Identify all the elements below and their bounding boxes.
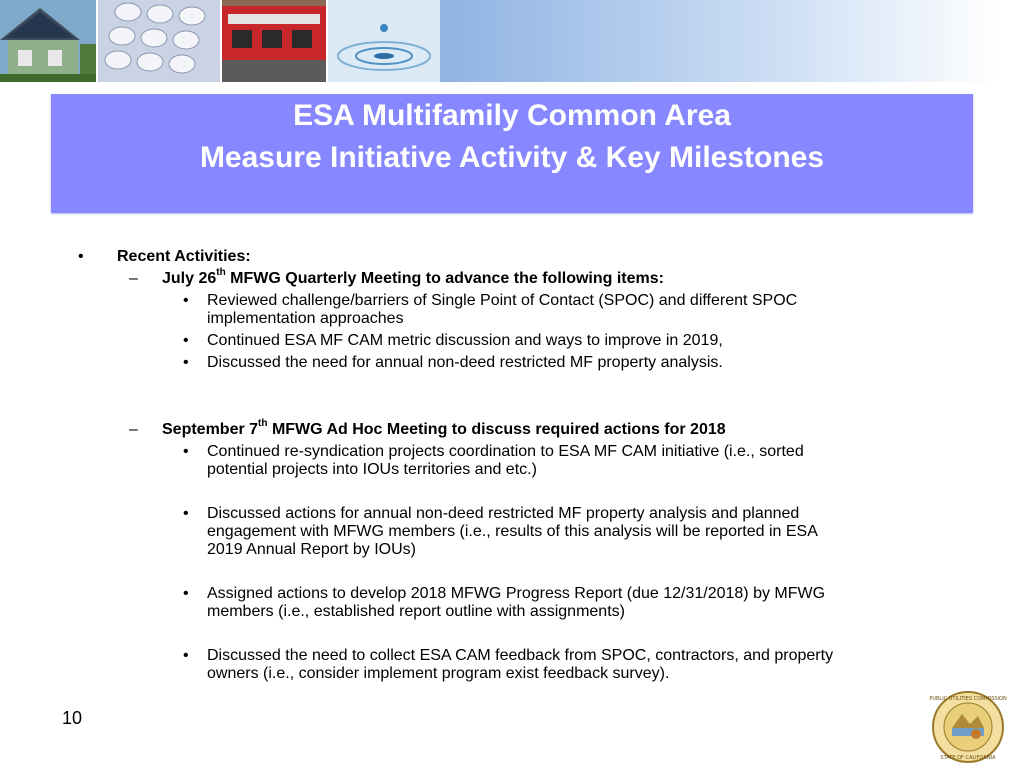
september-item-line: members (i.e., established report outline with assignments): [207, 603, 625, 620]
september-item-line: engagement with MFWG members (i.e., results of this analysis will be reported in ESA: [207, 523, 818, 540]
svg-text:PUBLIC UTILITIES COMMISSION: PUBLIC UTILITIES COMMISSION: [929, 696, 1007, 702]
bullet-marker: •: [183, 585, 189, 602]
train-photo: [222, 0, 326, 82]
july-meeting-heading: July 26th MFWG Quarterly Meeting to advance the following items:: [162, 266, 664, 287]
september-meeting-heading: September 7th MFWG Ad Hoc Meeting to discuss required actions for 2018: [162, 417, 726, 438]
september-item-line: Continued re-syndication projects coordination to ESA MF CAM initiative (i.e., sorted: [207, 443, 804, 460]
bullet-marker: •: [183, 354, 189, 371]
recent-activities-heading: Recent Activities:: [117, 248, 251, 265]
header-banner: [0, 0, 1024, 82]
september-item-line: 2019 Annual Report by IOUs): [207, 541, 417, 558]
dash-marker: –: [129, 421, 138, 438]
september-item-line: owners (i.e., consider implement program exist feedback survey).: [207, 665, 670, 682]
bullet-marker: •: [183, 647, 189, 664]
page-number: 10: [62, 708, 83, 728]
house-solar-photo: [0, 0, 96, 82]
bullet-marker: •: [183, 292, 189, 309]
september-item-line: potential projects into IOUs territories and etc.): [207, 461, 537, 478]
slide-title-line-2: Measure Initiative Activity & Key Milestones: [199, 141, 825, 174]
bullet-marker: •: [183, 505, 189, 522]
svg-text:STATE OF CALIFORNIA: STATE OF CALIFORNIA: [940, 755, 996, 761]
water-drop-photo: [328, 0, 440, 82]
july-item-line: Reviewed challenge/barriers of Single Point of Contact (SPOC) and different SPOC: [207, 292, 798, 309]
slide-title-line-1: ESA Multifamily Common Area: [293, 99, 731, 132]
phone-keypad-photo: [98, 0, 220, 82]
dash-marker: –: [129, 270, 138, 287]
september-item-line: Assigned actions to develop 2018 MFWG Progress Report (due 12/31/2018) by MFWG: [207, 585, 826, 602]
bullet-marker: •: [78, 248, 84, 265]
september-item-line: Discussed actions for annual non-deed restricted MF property analysis and planned: [207, 505, 800, 522]
bullet-marker: •: [183, 443, 189, 460]
slide-title-box: [51, 94, 973, 213]
september-item-line: Discussed the need to collect ESA CAM feedback from SPOC, contractors, and property: [207, 647, 834, 664]
cpuc-seal-icon: [922, 690, 1016, 764]
july-item-line: Continued ESA MF CAM metric discussion and ways to improve in 2019,: [207, 332, 723, 349]
bullet-marker: •: [183, 332, 189, 349]
july-item-line: implementation approaches: [207, 310, 404, 327]
july-item-line: Discussed the need for annual non-deed restricted MF property analysis.: [207, 354, 723, 371]
